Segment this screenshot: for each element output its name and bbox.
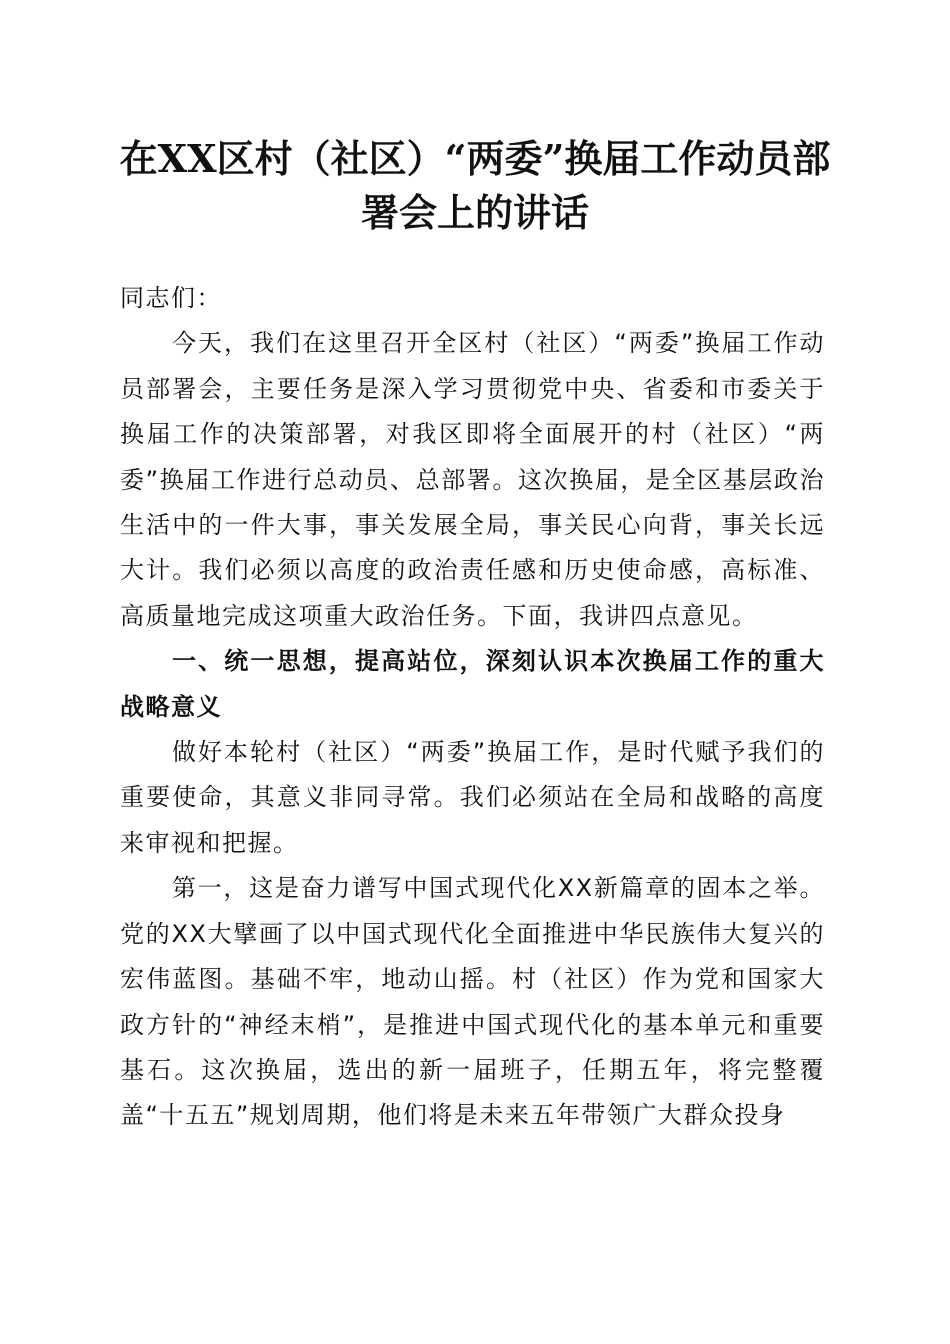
title-line-2: 署会上的讲话 — [360, 190, 589, 235]
paragraph-section-1: 做好本轮村（社区）“两委”换届工作，是时代赋予我们的重要使命，其意义非同寻常。我们必须站在全局和战略的高度来审视和把握。 — [120, 738, 825, 857]
document-body — [120, 276, 825, 1139]
section-heading-1: 一、统一思想，提高站位，深刻认识本次换届工作的重大战略意义 — [120, 647, 825, 721]
document-title — [100, 132, 850, 240]
paragraph-point-1: 第一，这是奋力谱写中国式现代化XX新篇章的固本之举。党的XX大擘画了以中国式现代化全面推进中华民族伟大复兴的宏伟蓝图。基础不牢，地动山摇。村（社区）作为党和国家大政方针的“神经末梢”，是推进中国式现代化的基本单元和重要基石。这次换届，选出的新一届班子，任期五年，将完整覆盖“十五五”规划周期，他们将是未来五年带领广大群众投身 — [120, 874, 825, 1130]
title-line-1: 在XX区村（社区）“两委”换届工作动员部 — [119, 136, 831, 181]
salutation: 同志们： — [120, 284, 222, 312]
paragraph-intro: 今天，我们在这里召开全区村（社区）“两委”换届工作动员部署会，主要任务是深入学习贯彻党中央、省委和市委关于换届工作的决策部署，对我区即将全面展开的村（社区）“两委”换届工作进行总动员、总部署。这次换届，是全区基层政治生活中的一件大事，事关发展全局，事关民心向背，事关长远大计。我们必须以高度的政治责任感和历史使命感，高标准、高质量地完成这项重大政治任务。下面，我讲四点意见。 — [120, 329, 825, 630]
